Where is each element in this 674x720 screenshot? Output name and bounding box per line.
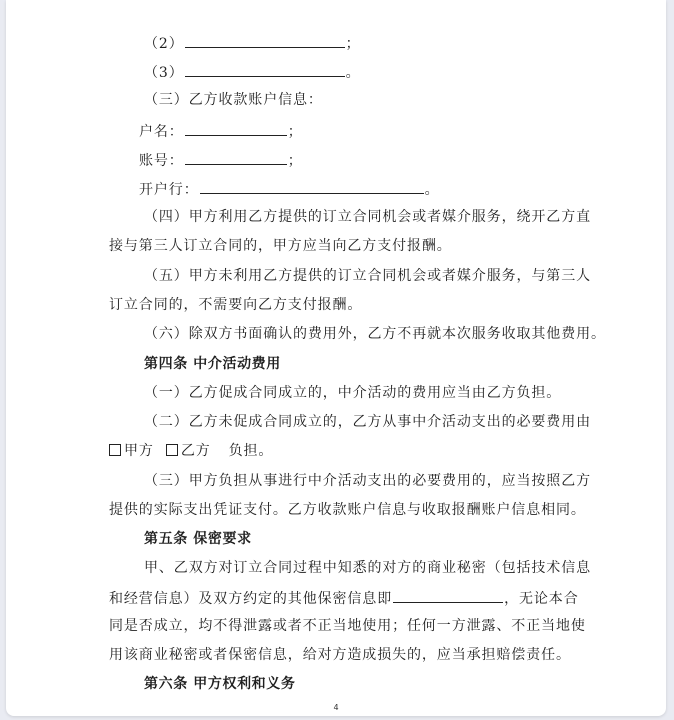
bank-end: 。	[424, 182, 440, 198]
account-name-end: ；	[287, 124, 303, 140]
article-4-title: 第四条 中介活动费用	[144, 356, 281, 372]
account-name-blank[interactable]	[185, 121, 287, 136]
bank-blank[interactable]	[200, 179, 424, 194]
clause-4-line-1: （四）甲方利用乙方提供的订立合同机会或者媒介服务，绕开乙方直	[144, 209, 591, 225]
option-tail: 负担。	[228, 443, 274, 459]
option-party-a-label: 甲方	[124, 443, 154, 459]
article-5-line-2	[109, 588, 579, 608]
item-2-blank[interactable]	[185, 33, 345, 48]
article-6-title: 第六条 甲方权利和义务	[144, 676, 296, 692]
article-5-title: 第五条 保密要求	[144, 531, 252, 547]
option-party-b-label: 乙方	[180, 443, 211, 459]
account-name-line	[139, 121, 303, 141]
account-no-blank[interactable]	[185, 150, 287, 165]
clause-4-line-2: 接与第三人订立合同的，甲方应当向乙方支付报酬。	[109, 238, 452, 254]
article-4-item-2-line-2	[109, 442, 273, 460]
article-5-line-1: 甲、乙双方对订立合同过程中知悉的对方的商业秘密（包括技术信息	[144, 560, 591, 576]
page-number: 4	[333, 703, 339, 712]
clause-5-line-2: 订立合同的，不需要向乙方支付报酬。	[109, 297, 363, 313]
article-4-item-2-line-1: （二）乙方未促成合同成立的，乙方从事中介活动支出的必要费用由	[144, 414, 591, 430]
clause-6-line-1: （六）除双方书面确认的费用外，乙方不再就本次服务收取其他费用。	[144, 326, 606, 342]
document-page	[6, 0, 666, 716]
confidential-info-blank[interactable]	[393, 588, 503, 603]
item-3-line	[144, 62, 361, 82]
item-3-label: （3）	[144, 65, 184, 81]
article-4-item-3-line-2: 提供的实际支出凭证支付。乙方收款账户信息与收取报酬账户信息相同。	[109, 502, 586, 518]
item-2-end: ；	[345, 36, 361, 52]
bank-label: 开户行：	[139, 182, 199, 198]
item-3-end: 。	[345, 65, 361, 81]
payee-heading: （三）乙方收款账户信息：	[144, 92, 323, 108]
account-no-label: 账号：	[139, 153, 184, 169]
clause-5-line-1: （五）甲方未利用乙方提供的订立合同机会或者媒介服务，与第三人	[144, 268, 591, 284]
item-3-blank[interactable]	[185, 62, 345, 77]
article-4-item-3-line-1: （三）甲方负担从事进行中介活动支出的必要费用的，应当按照乙方	[144, 473, 591, 489]
bank-line	[139, 179, 440, 199]
option-party-b-checkbox[interactable]	[166, 444, 178, 456]
article-5-line-2-after: ，无论本合	[504, 591, 579, 607]
account-name-label: 户名：	[139, 124, 184, 140]
item-2-label: （2）	[144, 36, 184, 52]
article-5-line-2-before: 和经营信息）及双方约定的其他保密信息即	[109, 591, 393, 607]
item-2-line	[144, 33, 361, 53]
account-no-line	[139, 150, 303, 170]
option-party-a-checkbox[interactable]	[109, 444, 121, 456]
article-5-line-4: 用该商业秘密或者保密信息，给对方造成损失的，应当承担赔偿责任。	[109, 647, 571, 663]
article-5-line-3: 同是否成立，均不得泄露或者不正当地使用；任何一方泄露、不正当地使	[109, 618, 586, 634]
article-4-item-1: （一）乙方促成合同成立的，中介活动的费用应当由乙方负担。	[144, 385, 562, 401]
account-no-end: ；	[287, 153, 303, 169]
